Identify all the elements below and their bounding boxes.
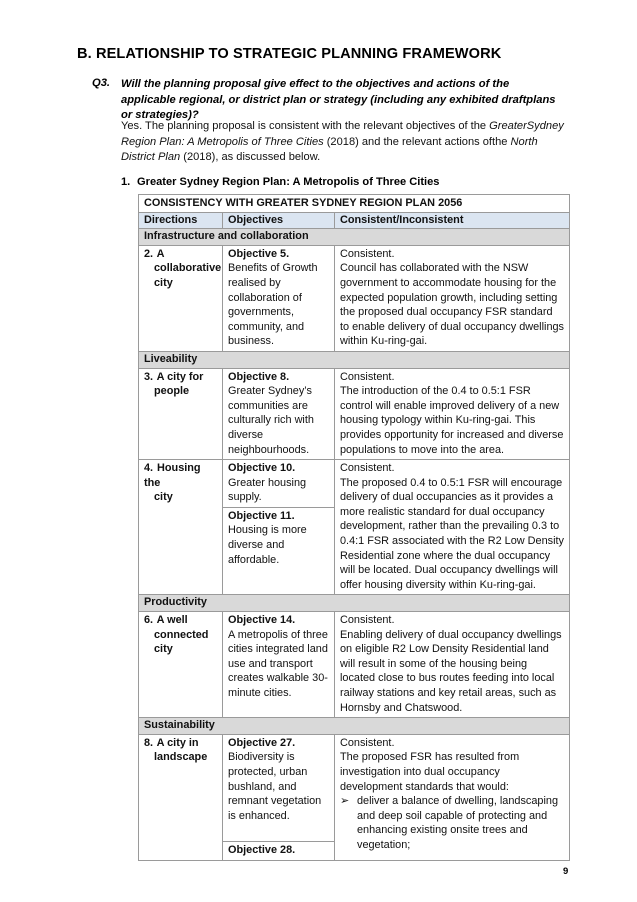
direction-label: 8. A city in landscape [144, 736, 208, 764]
table-title: CONSISTENCY WITH GREATER SYDNEY REGION PLAN 2056 [139, 195, 570, 213]
table-row [139, 734, 570, 860]
objective-title: Objective 8. [228, 370, 290, 383]
objective-text: Benefits of Growth realised by collaboration of governments, community, and business. [228, 262, 318, 348]
status-text: Consistent. [340, 614, 395, 627]
direction-label: 3. A city for people [144, 370, 204, 398]
header-consistency: Consistent/Inconsistent [335, 212, 570, 229]
objective-cell [223, 245, 335, 351]
district-plan-title: North District Plan [121, 135, 538, 163]
consistency-table [138, 194, 570, 861]
objective-cell [223, 612, 335, 718]
direction-cell [139, 460, 223, 595]
table-row [139, 460, 570, 595]
answer-paragraph [121, 119, 571, 166]
objective-block [228, 461, 329, 505]
objective-title: Objective 11. [228, 509, 295, 522]
consistency-cell [335, 612, 570, 718]
header-objectives: Objectives [223, 212, 335, 229]
list-heading-text: Greater Sydney Region Plan: A Metropolis of Three Cities [137, 176, 440, 188]
direction-label: 6. A well connected city [144, 614, 209, 656]
table-row [139, 612, 570, 718]
bullet-item [340, 794, 564, 852]
objective-text: Greater Sydney’s communities are culturally rich with diverse neighbourhoods. [228, 385, 314, 456]
category-row [139, 595, 570, 612]
bullet-text: deliver a balance of dwelling, landscaping and deep soil capable of protecting and enhancing existing onsite trees and vegetation; [357, 795, 559, 851]
category-row [139, 229, 570, 246]
objective-cell [223, 368, 335, 460]
objective-block [228, 736, 329, 824]
objective-cell [223, 460, 335, 595]
category-row [139, 718, 570, 735]
answer-text-1: Yes. The planning proposal is consistent with the relevant objectives of the [121, 120, 490, 132]
direction-label: 2. A collaborative city [144, 247, 222, 289]
detail-text: The proposed 0.4 to 0.5:1 FSR will encourage delivery of dual occupancies as it provides a more realistic standard for dual occupancy development, rather than the prevailing 0.3 to 0.4:1 FSR associated with the R2 Low Density Residential zone where the dual occupancy will be located. Dual occupancy dwellings will offer housing diversity within Ku-ring-gai. [340, 476, 564, 591]
objective-title: Objective 5. [228, 247, 290, 260]
arrow-bullet-icon: ➢ [340, 795, 350, 808]
table-row [139, 245, 570, 351]
direction-cell [139, 612, 223, 718]
list-number: 1. [121, 176, 131, 188]
question-text: Will the planning proposal give effect to the objectives and actions of the applicable regional, or district plan or strategy (including any exhibited draftplans or strategies)? [121, 78, 556, 121]
table-title-row [139, 195, 570, 213]
direction-cell [139, 734, 223, 860]
section-heading: B. RELATIONSHIP TO STRATEGIC PLANNING FRAMEWORK [77, 46, 502, 62]
table-header-row [139, 212, 570, 229]
direction-cell [139, 245, 223, 351]
objective-title: Objective 10. [228, 462, 296, 475]
region-plan-title: GreaterSydney Region Plan: A Metropolis of Three Cities [121, 120, 564, 148]
objective-block [223, 507, 334, 567]
table-row [139, 368, 570, 460]
objective-text: Biodiversity is protected, urban bushland, and remnant vegetation is enhanced. [228, 751, 322, 822]
objective-cell [223, 734, 335, 860]
header-directions: Directions [139, 212, 223, 229]
question-label: Q3. [92, 77, 111, 89]
status-text: Consistent. [340, 247, 395, 260]
consistency-cell [335, 460, 570, 595]
status-text: Consistent. [340, 370, 395, 383]
objective-title: Objective 14. [228, 614, 296, 627]
consistency-cell [335, 368, 570, 460]
detail-text: The introduction of the 0.4 to 0.5:1 FSR control will enable improved delivery of a new housing typology within Ku-ring-gai. This provides opportunity for increased and diverse populations to move into the area. [340, 385, 564, 456]
answer-text-2: (2018) and the relevant actions ofthe [323, 135, 511, 148]
detail-text: The proposed FSR has resulted from investigation into dual occupancy development standards that would: [340, 751, 520, 793]
consistency-cell [335, 734, 570, 860]
objective-title: Objective 27. [228, 736, 296, 749]
detail-text: Enabling delivery of dual occupancy dwellings on eligible R2 Low Density Residential land will result in some of the housing being located close to bus routes feeding into local railway stations and key retail areas, such as Hornsby and Chatswood. [340, 628, 562, 714]
objective-text: Greater housing supply. [228, 476, 307, 504]
category-liveability: Liveability [139, 351, 570, 368]
answer-text-3: (2018), as discussed below. [180, 151, 321, 163]
objective-block [223, 841, 334, 858]
category-infrastructure: Infrastructure and collaboration [139, 229, 570, 246]
direction-cell [139, 368, 223, 460]
category-productivity: Productivity [139, 595, 570, 612]
status-text: Consistent. [340, 462, 395, 475]
status-text: Consistent. [340, 736, 395, 749]
category-row [139, 351, 570, 368]
page-number: 9 [563, 866, 569, 877]
list-heading [121, 176, 439, 188]
consistency-cell [335, 245, 570, 351]
category-sustainability: Sustainability [139, 718, 570, 735]
objective-text: A metropolis of three cities integrated land use and transport creates walkable 30-minute cities. [228, 628, 328, 699]
objective-title: Objective 28. [228, 844, 296, 857]
objective-text: Housing is more diverse and affordable. [228, 524, 307, 566]
detail-text: Council has collaborated with the NSW government to accommodate housing for the expected population growth, including setting the proposed dual occupancy FSR standard to enable delivery of dual occupancy dwellings within Ku-ring-gai. [340, 262, 565, 348]
direction-label: 4. Housing the city [144, 462, 201, 504]
